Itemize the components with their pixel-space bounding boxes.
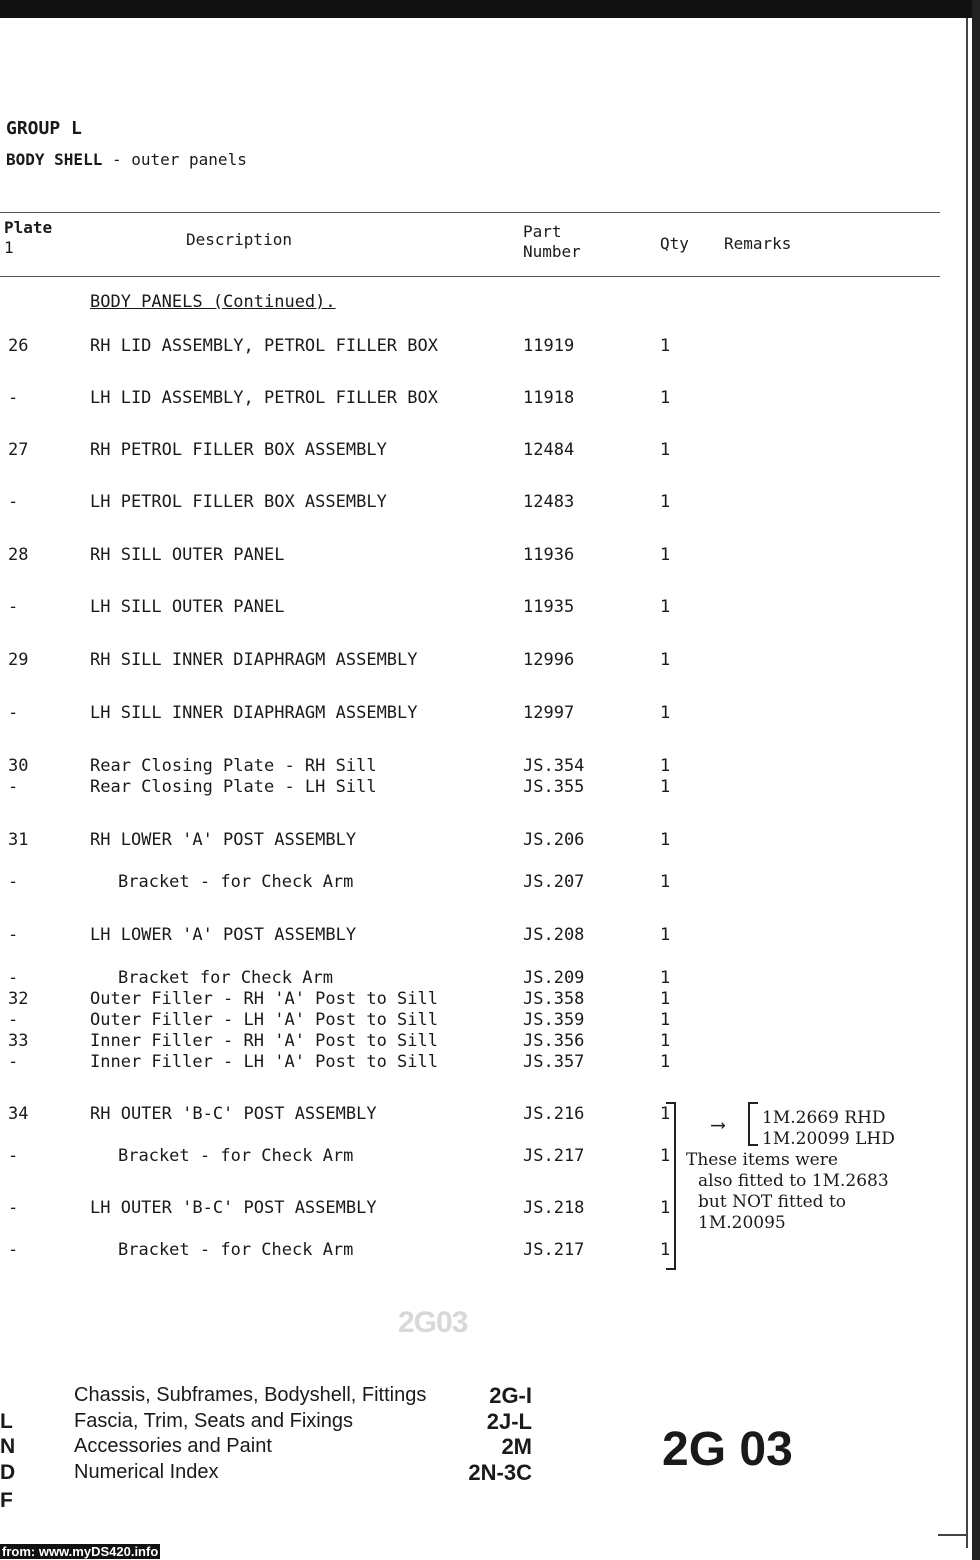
plate-cell: - [8,925,19,945]
description-cell: Rear Closing Plate - LH Sill [90,777,377,797]
right-margin-line [966,18,968,1548]
table-row [0,1010,700,1030]
index-code: 2J-L [486,1409,532,1434]
plate-cell: - [8,388,19,408]
part-number-cell: JS.217 [523,1146,585,1166]
plate-cell: - [8,1240,19,1260]
part-number-cell: 11936 [523,545,575,565]
table-row [0,440,700,460]
index-title: Fascia, Trim, Seats and Fixings [74,1410,353,1432]
plate-cell: 31 [8,830,29,850]
plate-cell: 26 [8,336,29,356]
table-row [0,597,700,617]
description-cell: Bracket - for Check Arm [118,872,354,892]
plate-cell: 32 [8,989,29,1009]
table-row [0,1104,700,1124]
description-cell: LH SILL INNER DIAPHRAGM ASSEMBLY [90,703,418,723]
qty-cell: 1 [660,440,671,460]
arrow-right-icon: ⟶ [712,1112,725,1136]
table-row [0,756,700,776]
description-cell: Outer Filler - RH 'A' Post to Sill [90,989,438,1009]
top-border [0,0,980,18]
table-row [0,872,700,892]
part-number-cell: 12997 [523,703,575,723]
col-remarks-header: Remarks [724,234,792,253]
index-code: 2G-I [489,1383,532,1408]
part-number-cell: JS.209 [523,968,585,988]
table-row [0,777,700,797]
remark-line-2: also fitted to 1M.2683 [698,1171,889,1191]
table-row [0,925,700,945]
col-qty-header: Qty [660,234,689,253]
part-number-cell: JS.355 [523,777,585,797]
part-number-cell: 12483 [523,492,575,512]
corner-mark [938,1534,966,1536]
plate-cell: - [8,597,19,617]
table-row [0,336,700,356]
table-row [0,388,700,408]
table-row [0,703,700,723]
part-number-cell: JS.356 [523,1031,585,1051]
plate-cell: 34 [8,1104,29,1124]
part-number-cell: JS.357 [523,1052,585,1072]
description-cell: Inner Filler - RH 'A' Post to Sill [90,1031,438,1051]
table-row [0,1240,700,1260]
description-cell: RH LID ASSEMBLY, PETROL FILLER BOX [90,336,438,356]
part-number-cell: JS.208 [523,925,585,945]
faded-stamp: 2G03 [398,1306,468,1339]
plate-cell: 28 [8,545,29,565]
table-row [0,1031,700,1051]
description-cell: LH SILL OUTER PANEL [90,597,285,617]
right-border [972,0,980,1560]
qty-cell: 1 [660,968,671,988]
part-number-cell: 11935 [523,597,575,617]
plate-cell: - [8,1052,19,1072]
col-plate-header [4,218,52,258]
table-row [0,830,700,850]
plate-cell: - [8,703,19,723]
subtitle-rest: - outer panels [111,150,247,169]
table-row [0,545,700,565]
qty-cell: 1 [660,872,671,892]
table-row [0,1146,700,1166]
qty-cell: 1 [660,388,671,408]
qty-cell: 1 [660,1198,671,1218]
qty-cell: 1 [660,1240,671,1260]
index-letter: L [0,1410,13,1433]
table-row [0,1052,700,1072]
qty-cell: 1 [660,756,671,776]
index-code: 2M [501,1434,532,1459]
description-cell: RH SILL INNER DIAPHRAGM ASSEMBLY [90,650,418,670]
table-row [0,968,700,988]
qty-cell: 1 [660,1052,671,1072]
col-plate-number: 1 [4,238,14,257]
source-credit: from: www.myDS420.info [2,1544,159,1559]
part-number-cell: JS.217 [523,1240,585,1260]
description-cell: Outer Filler - LH 'A' Post to Sill [90,1010,438,1030]
plate-cell: - [8,1198,19,1218]
qty-bracket [666,1102,676,1270]
qty-cell: 1 [660,1031,671,1051]
description-cell: Bracket - for Check Arm [118,1146,354,1166]
qty-cell: 1 [660,1104,671,1124]
description-cell: RH LOWER 'A' POST ASSEMBLY [90,830,357,850]
qty-cell: 1 [660,492,671,512]
plate-cell: 27 [8,440,29,460]
qty-cell: 1 [660,830,671,850]
description-cell: LH LOWER 'A' POST ASSEMBLY [90,925,357,945]
description-cell: Inner Filler - LH 'A' Post to Sill [90,1052,438,1072]
index-code: 2N-3C [468,1460,532,1485]
section-title: BODY PANELS (Continued). [90,292,336,312]
description-cell: RH SILL OUTER PANEL [90,545,285,565]
description-cell: Rear Closing Plate - RH Sill [90,756,377,776]
table-row [0,1198,700,1218]
remark-rhd: 1M.2669 RHD [762,1108,886,1128]
remarks-bracket [748,1102,758,1146]
part-number-cell: 11919 [523,336,575,356]
table-row [0,492,700,512]
description-cell: RH PETROL FILLER BOX ASSEMBLY [90,440,387,460]
qty-cell: 1 [660,703,671,723]
index-letter: F [0,1489,13,1512]
plate-cell: - [8,968,19,988]
plate-cell: - [8,777,19,797]
table-row [0,650,700,670]
page-subtitle [6,150,247,169]
plate-cell: - [8,872,19,892]
plate-cell: - [8,1010,19,1030]
index-letter: N [0,1435,16,1458]
remark-lhd: 1M.20099 LHD [762,1129,895,1149]
header-rule-bottom [0,276,940,277]
index-title: Chassis, Subframes, Bodyshell, Fittings [74,1384,427,1406]
plate-cell: - [8,492,19,512]
index-title: Accessories and Paint [74,1435,272,1457]
col-part-label: Part [523,222,562,241]
part-number-cell: 12996 [523,650,575,670]
description-cell: LH LID ASSEMBLY, PETROL FILLER BOX [90,388,438,408]
part-number-cell: JS.354 [523,756,585,776]
remark-line-3: but NOT fitted to [698,1192,847,1212]
col-plate-label: Plate [4,218,53,237]
description-cell: LH PETROL FILLER BOX ASSEMBLY [90,492,387,512]
part-number-cell: 11918 [523,388,575,408]
table-row [0,989,700,1009]
col-description-header: Description [186,230,292,249]
remark-line-1: These items were [686,1150,838,1170]
qty-cell: 1 [660,989,671,1009]
col-part-header [523,222,581,262]
description-cell: Bracket - for Check Arm [118,1240,354,1260]
index-title: Numerical Index [74,1461,219,1483]
description-cell: LH OUTER 'B-C' POST ASSEMBLY [90,1198,377,1218]
qty-cell: 1 [660,597,671,617]
part-number-cell: JS.358 [523,989,585,1009]
col-number-label: Number [523,242,581,261]
qty-cell: 1 [660,1146,671,1166]
qty-cell: 1 [660,777,671,797]
part-number-cell: JS.359 [523,1010,585,1030]
qty-cell: 1 [660,925,671,945]
plate-cell: 30 [8,756,29,776]
part-number-cell: JS.207 [523,872,585,892]
remark-line-4: 1M.20095 [698,1213,786,1233]
qty-cell: 1 [660,650,671,670]
qty-cell: 1 [660,1010,671,1030]
part-number-cell: 12484 [523,440,575,460]
part-number-cell: JS.206 [523,830,585,850]
part-number-cell: JS.216 [523,1104,585,1124]
description-cell: RH OUTER 'B-C' POST ASSEMBLY [90,1104,377,1124]
subtitle-bold: BODY SHELL [6,150,103,169]
group-title: GROUP L [6,118,82,139]
page-number: 2G 03 [662,1423,793,1476]
qty-cell: 1 [660,545,671,565]
header-rule-top [0,212,940,213]
part-number-cell: JS.218 [523,1198,585,1218]
qty-cell: 1 [660,336,671,356]
plate-cell: 33 [8,1031,29,1051]
description-cell: Bracket for Check Arm [118,968,333,988]
index-letter: D [0,1461,16,1484]
plate-cell: 29 [8,650,29,670]
plate-cell: - [8,1146,19,1166]
